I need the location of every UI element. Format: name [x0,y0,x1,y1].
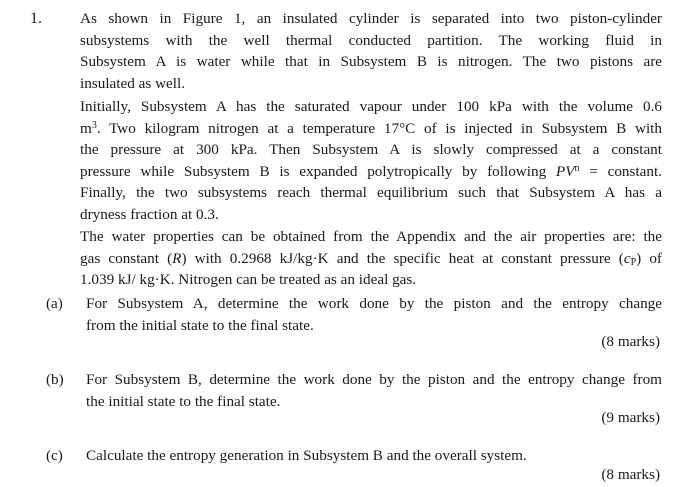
properties-text: ) of [636,249,662,267]
intro-line: Subsystem A is water while that in Subsystem B is nitrogen. The two pistons are [80,53,662,70]
initial-line [80,161,662,183]
properties-line [80,248,662,270]
initial-text: = constant. [579,162,662,180]
initial-text: . Two kilogram nitrogen at a temperature 17°C of is injected in Subsystem B with [96,119,662,137]
initial-text: pressure while Subsystem B is expanded polytropically by following [80,162,556,180]
properties-text: gas constant ( [80,249,173,267]
part-a-line: from the initial state to the final state. [86,316,314,334]
properties-text: ) with 0.2968 kJ/kg·K and the specific heat at constant pressure ( [181,249,624,267]
part-b-line: For Subsystem B, determine the work done by the piston and the entropy change from [86,371,662,388]
properties-paragraph [80,226,662,291]
part-c-marks: (8 marks) [601,466,660,483]
initial-line: dryness fraction at 0.3. [80,205,219,223]
part-c-text [86,445,662,467]
part-a-line: For Subsystem A, determine the work done by the piston and the entropy change [86,295,662,312]
specific-heat-subscript: P [630,256,637,268]
part-b-marks: (9 marks) [601,409,660,426]
intro-line: insulated as well. [80,74,186,92]
specific-heat-symbol: c [623,249,631,267]
part-a-label: (a) [46,295,63,312]
initial-line: Initially, Subsystem A has the saturated vapour under 100 kPa with the volume 0.6 [80,98,662,115]
part-c-line: Calculate the entropy generation in Subsystem B and the overall system. [86,447,527,464]
part-a-marks: (8 marks) [601,333,660,350]
part-b-text [86,369,662,412]
part-c-label: (c) [46,447,63,464]
initial-line [80,118,662,140]
pv-symbol: PV [555,162,575,180]
initial-line: Finally, the two subsystems reach thermal equilibrium such that Subsystem A has a [80,184,662,201]
intro-line: As shown in Figure 1, an insulated cylinder is separated into two piston-cylinder [80,10,662,27]
polytropic-exponent: n [574,162,580,174]
unit-exponent: 3 [91,119,97,131]
gas-constant-symbol: R [172,249,182,267]
intro-paragraph [80,8,662,94]
part-b-label: (b) [46,371,64,388]
unit-m: m [80,119,92,137]
initial-line: the pressure at 300 kPa. Then Subsystem A is slowly compressed at a constant [80,141,662,158]
intro-line: subsystems with the well thermal conducted partition. The working fluid in [80,31,662,49]
part-a-text [86,293,662,336]
question-number: 1. [30,10,42,27]
properties-line: 1.039 kJ/ kg·K. Nitrogen can be treated as an ideal gas. [80,271,417,288]
initial-conditions-paragraph [80,96,662,225]
properties-line: The water properties can be obtained from the Appendix and the air properties are: the [80,228,662,245]
part-b-line: the initial state to the final state. [86,392,281,410]
